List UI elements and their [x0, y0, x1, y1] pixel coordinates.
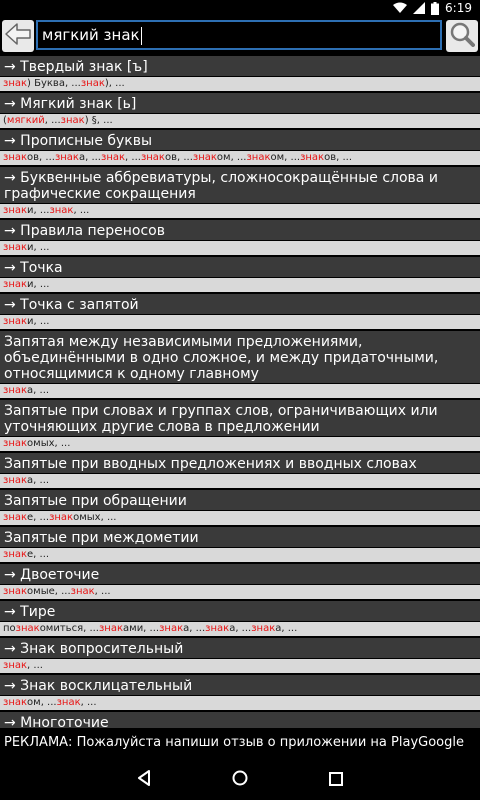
result-item[interactable]	[0, 453, 480, 490]
result-item[interactable]	[0, 130, 480, 167]
result-snippet: знаки, ...знак, ...	[0, 203, 480, 218]
result-title: → Мягкий знак [ь]	[0, 93, 480, 113]
result-snippet: знакомые, ...знак, ...	[0, 584, 480, 599]
status-bar	[0, 0, 480, 18]
results-list	[0, 56, 480, 728]
result-title: → Точка с запятой	[0, 294, 480, 314]
result-item[interactable]	[0, 167, 480, 220]
result-item[interactable]	[0, 56, 480, 93]
nav-home-icon	[232, 770, 248, 790]
result-snippet: (мягкий, ...знак) §, ...	[0, 113, 480, 128]
result-item[interactable]	[0, 490, 480, 527]
result-item[interactable]	[0, 294, 480, 331]
result-snippet: знаке, ...	[0, 547, 480, 562]
result-snippet: знак) Буква, ...знак), ...	[0, 76, 480, 91]
nav-recents-icon	[329, 771, 343, 790]
wifi-icon	[393, 2, 407, 14]
back-arrow-icon	[4, 22, 32, 50]
nav-back-icon	[136, 770, 152, 790]
result-title: → Многоточие	[0, 712, 480, 728]
result-item[interactable]	[0, 564, 480, 601]
result-title: → Прописные буквы	[0, 130, 480, 150]
result-item[interactable]	[0, 638, 480, 675]
result-item[interactable]	[0, 675, 480, 712]
result-title: → Знак восклицательный	[0, 675, 480, 695]
result-title: → Правила переносов	[0, 220, 480, 240]
result-item[interactable]	[0, 601, 480, 638]
nav-recents-button[interactable]	[326, 770, 346, 790]
status-time: 6:19	[445, 1, 472, 15]
battery-icon	[431, 2, 439, 15]
result-snippet: знакомых, ...	[0, 436, 480, 451]
search-query: мягкий знак	[42, 26, 140, 44]
nav-home-button[interactable]	[230, 770, 250, 790]
result-title: → Точка	[0, 257, 480, 277]
ad-banner[interactable]	[0, 728, 480, 760]
result-title: Запятые при словах и группах слов, ограничивающих или уточняющих другие слова в предложении	[0, 400, 480, 436]
text-cursor	[141, 27, 142, 45]
result-snippet: знаки, ...	[0, 277, 480, 292]
result-title: Запятые при вводных предложениях и вводных словах	[0, 453, 480, 473]
result-snippet: знака, ...	[0, 473, 480, 488]
result-item[interactable]	[0, 257, 480, 294]
ad-text: РЕКЛАМА: Пожалуйста напиши отзыв о приложении на PlayGoogle	[4, 735, 464, 750]
search-input[interactable]	[36, 20, 442, 50]
result-title: → Двоеточие	[0, 564, 480, 584]
result-title: → Буквенные аббревиатуры, сложносокращённые слова и графические сокращения	[0, 167, 480, 203]
result-item[interactable]	[0, 712, 480, 728]
result-title: → Твердый знак [ъ]	[0, 56, 480, 76]
result-title: → Тире	[0, 601, 480, 621]
result-snippet: познакомиться, ...знаками, ...знака, ...знака, ...знака, ...	[0, 621, 480, 636]
result-item[interactable]	[0, 93, 480, 130]
result-item[interactable]	[0, 400, 480, 453]
result-snippet: знака, ...	[0, 383, 480, 398]
result-snippet: знаки, ...	[0, 240, 480, 255]
result-snippet: знак, ...	[0, 658, 480, 673]
result-snippet: знаком, ...знак, ...	[0, 695, 480, 710]
nav-back-button[interactable]	[134, 770, 154, 790]
result-snippet: знаке, ...знакомых, ...	[0, 510, 480, 525]
navigation-bar	[0, 760, 480, 800]
result-item[interactable]	[0, 331, 480, 400]
result-title: Запятые при обращении	[0, 490, 480, 510]
result-title: → Знак вопросительный	[0, 638, 480, 658]
back-button[interactable]	[2, 20, 34, 52]
result-title: Запятые при междометии	[0, 527, 480, 547]
search-toolbar	[0, 18, 480, 56]
result-item[interactable]	[0, 527, 480, 564]
result-snippet: знаков, ...знака, ...знак, ...знаков, ...знаком, ...знаком, ...знаков, ...	[0, 150, 480, 165]
result-snippet: знаки, ...	[0, 314, 480, 329]
result-title: Запятая между независимыми предложениями, объединёнными в одно сложное, и между придаточными, относящимися к одному главному	[0, 331, 480, 383]
search-button[interactable]	[446, 20, 478, 52]
magnifier-icon	[449, 21, 475, 51]
result-item[interactable]	[0, 220, 480, 257]
signal-icon	[413, 2, 425, 14]
